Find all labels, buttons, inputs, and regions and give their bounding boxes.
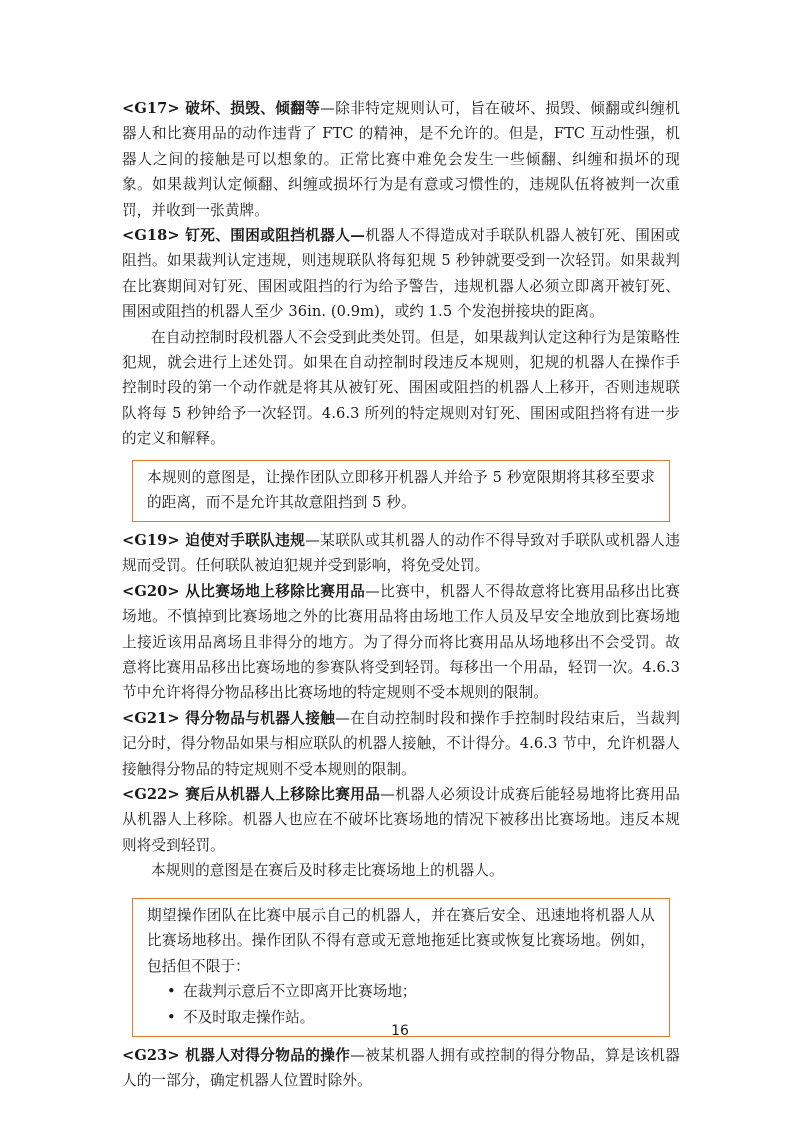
rule-g19 <box>122 528 680 579</box>
rule-g18 <box>122 223 680 325</box>
rule-g18-paragraph-2: 在自动控制时段机器人不会受到此类处罚。但是，如果裁判认定这种行为是策略性犯规，就会进行上述处罚。如果在自动控制时段违反本规则，犯规的机器人在操作手控制时段的第一个动作就是将其从被钉死、围困或阻挡的机器人上移开，否则违规联队将每 5 秒钟给予一次轻罚。4.6.3 所列的特定规则对钉死、围困或阻挡将有进一步的定义和解释。 <box>122 328 680 448</box>
rule-g18-intent-note <box>132 460 670 522</box>
rule-g22-body: —机器人必须设计成赛后能轻易地将比赛用品从机器人上移除。机器人也应在不破坏比赛场地的情况下被移出比赛场地。违反本规则将受到轻罚。 <box>122 785 680 854</box>
rule-g17-heading: <G17> 破坏、损毁、倾翻等 <box>122 100 321 117</box>
rule-g22-heading: <G22> 赛后从机器人上移除比赛用品 <box>122 785 381 803</box>
rule-g21 <box>122 706 680 782</box>
rule-g20-heading: <G20> 从比赛场地上移除比赛用品 <box>122 582 366 600</box>
rule-g22-note-text: 期望操作团队在比赛中展示自己的机器人，并在赛后安全、迅速地将机器人从比赛场地移出。操作团队不得有意或无意地拖延比赛或恢复比赛场地。例如，包括但不限于： <box>147 906 655 975</box>
page-number: 16 <box>391 1023 409 1039</box>
rule-g18-body: 机器人不得造成对手联队机器人被钉死、围困或阻挡。如果裁判认定违规，则违规联队将每犯规 5 秒钟就要受到一次轻罚。如果裁判在比赛期间对钉死、围困或阻挡的行为给予警告，违规机器人必须立即离开被钉死、围困或阻挡的机器人至少 36in. (0.9m)，或约 1.5 个发泡拼接块的距离。 <box>122 227 681 321</box>
list-item-text: 不及时取走操作站。 <box>183 1008 315 1026</box>
rule-g20 <box>122 579 680 706</box>
list-item <box>167 979 655 1005</box>
rule-g23-heading: <G23> 机器人对得分物品的操作 <box>122 1046 351 1064</box>
rule-g22-paragraph-2: 本规则的意图是在赛后及时移走比赛场地上的机器人。 <box>151 862 504 880</box>
rule-g19-body: —某联队或其机器人的动作不得导致对手联队或机器人违规而受罚。任何联队被迫犯规并受到影响，将免受处罚。 <box>122 531 680 575</box>
rule-g20-body: —比赛中，机器人不得故意将比赛用品移出比赛场地。不慎掉到比赛场地之外的比赛用品将由场地工作人员及早安全地放到比赛场地上接近该用品离场且非得分的地方。为了得分而将比赛用品从场地移出不会受罚。故意将比赛用品移出比赛场地的参赛队将受到轻罚。每移出一个用品，轻罚一次。4.6.3 节中允许将得分物品移出比赛场地的特定规则不受本规则的限制。 <box>122 582 680 702</box>
bullet-icon: • <box>167 983 176 1001</box>
rule-g19-heading: <G19> 迫使对手联队违规 <box>122 531 306 549</box>
rule-g22 <box>122 782 680 858</box>
rule-g18-note-text: 本规则的意图是，让操作团队立即移开机器人并给予 5 秒宽限期将其移至要求的距离，而不是允许其故意阻挡到 5 秒。 <box>147 468 655 512</box>
document-body <box>122 96 680 1093</box>
bullet-icon: • <box>167 1008 176 1026</box>
rule-g17 <box>122 96 680 223</box>
rule-g18-heading: <G18> 钉死、围困或阻挡机器人— <box>122 227 365 245</box>
rule-g17-body: —除非特定规则认可，旨在破坏、损毁、倾翻或纠缠机器人和比赛用品的动作违背了 FTC 的精神，是不允许的。但是，FTC 互动性强，机器人之间的接触是可以想象的。正常比赛中难免会发生一些倾翻、纠缠和损坏的现象。如果裁判认定倾翻、纠缠或损坏行为是有意或习惯性的，违规队伍将被判一次重罚，并收到一张黄牌。 <box>122 100 681 219</box>
rule-g22-intent-note <box>132 898 670 1037</box>
rule-g21-heading: <G21> 得分物品与机器人接触 <box>122 709 336 727</box>
rule-g21-body: —在自动控制时段和操作手控制时段结束后，当裁判记分时，得分物品如果与相应联队的机器人接触，不计得分。4.6.3 节中，允许机器人接触得分物品的特定规则不受本规则的限制。 <box>122 709 680 778</box>
list-item-text: 在裁判示意后不立即离开比赛场地； <box>183 983 417 1001</box>
rule-g23 <box>122 1043 680 1094</box>
rule-g23-body: —被某机器人拥有或控制的得分物品，算是该机器人的一部分，确定机器人位置时除外。 <box>122 1046 680 1089</box>
